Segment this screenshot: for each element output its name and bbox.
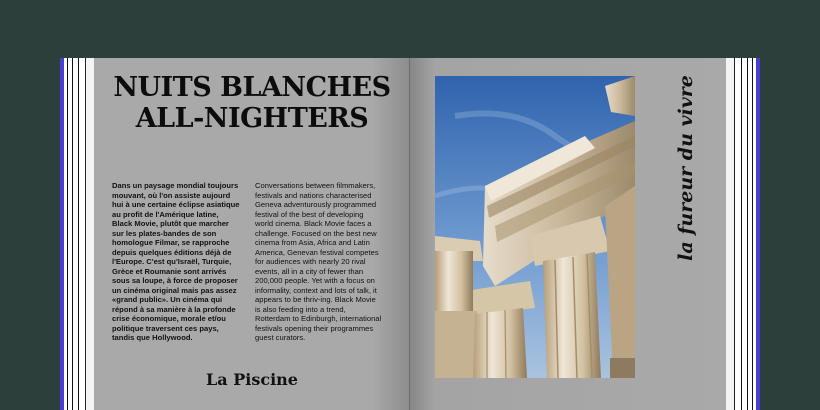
title-line-english: ALL-NIGHTERS [135,103,369,134]
magazine-spread [60,58,760,410]
french-text-column: Dans un paysage mondial toujours mouvant, où l'on assiste aujourd hui à une certaine éclipse asiatique au profit de l'Amérique latine, Black Movie, plutôt que marcher sur les plates-bandes de son homologue Filmar, se rapproche depuis quelques éditions déjà de l'Europe. C'est qu'Israël, Turquie, Grèce et Roumanie sont arrivés sous sa loupe, à force de proposer un cinéma original mais pas assez «grand public». Un cinéma qui répond à sa manière à la profonde crise économique, morale et/ou politique traversent ces pays, tandis que Hollywood. [112,181,240,342]
english-text-column: Conversations between filmmakers, festivals and nations characterised Geneva adventurously programmed festival of the best of developing world cinema. Black Movie faces a challenge. Focused on the best new cinema from Asia, Africa and Latin America, Genevan festival competes for audiences with nearly 20 rival events, all in a city of fewer than 200,000 people. Yet with a focus on informality, context and lots of talk, it appears to be thriv-ing. Black Movie is also feeding into a trend, Rotterdam to Edinburgh, international festivals opening their programmes guest curators. [255,181,382,342]
title-line-french: NUITS BLANCHES [113,72,391,103]
side-title-text: la fureur du vivre [675,75,697,261]
vertical-section-title [666,58,706,410]
parthenon-columns-photo [435,76,635,378]
photo-image [435,76,635,378]
article-title [94,72,410,134]
left-page [94,58,410,410]
page-edges-right [726,58,760,410]
right-page [410,58,726,410]
page-edges-left [60,58,94,410]
section-name: La Piscine [206,370,298,389]
